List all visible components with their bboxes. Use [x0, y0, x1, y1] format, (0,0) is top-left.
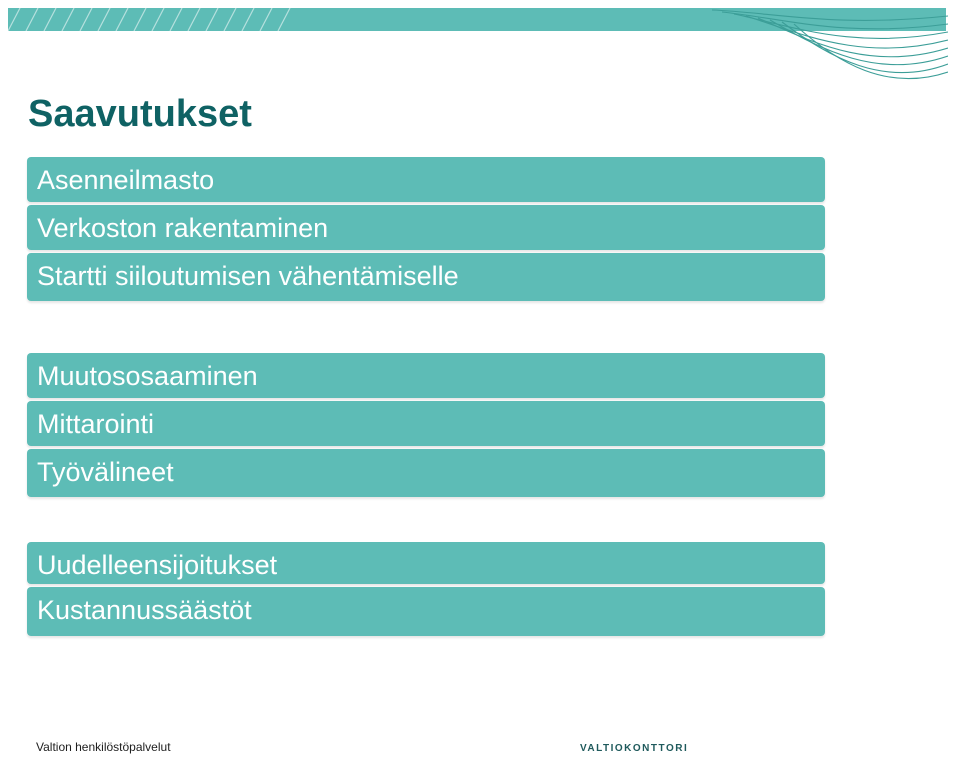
achievement-bar — [27, 587, 825, 636]
achievement-bar — [27, 401, 825, 446]
achievement-bar — [27, 353, 825, 398]
achievement-label: Uudelleensijoitukset — [37, 550, 278, 580]
footer-organization: Valtion henkilöstöpalvelut — [36, 740, 171, 754]
achievement-group-3 — [27, 542, 825, 636]
valtiokonttori-logo: VALTIOKONTTORI — [580, 743, 689, 754]
achievement-label: Työvälineet — [37, 457, 174, 487]
achievement-bar — [27, 157, 825, 202]
achievement-label: Kustannussäästöt — [37, 595, 252, 625]
achievement-label: Asenneilmasto — [37, 165, 215, 195]
achievement-label: Startti siiloutumisen vähentämiselle — [37, 261, 459, 291]
slide-title: Saavutukset — [28, 93, 252, 135]
achievement-bar — [27, 542, 825, 584]
achievement-group-1 — [27, 157, 825, 301]
achievement-bar — [27, 205, 825, 250]
achievement-label: Muutososaaminen — [37, 361, 258, 391]
achievement-bar — [27, 253, 825, 301]
achievement-bar — [27, 449, 825, 497]
achievement-label: Verkoston rakentaminen — [37, 213, 329, 243]
achievement-label: Mittarointi — [37, 409, 155, 439]
achievement-group-2 — [27, 353, 825, 497]
band-pattern-decoration — [8, 8, 368, 31]
wave-lines-decoration — [712, 8, 948, 92]
